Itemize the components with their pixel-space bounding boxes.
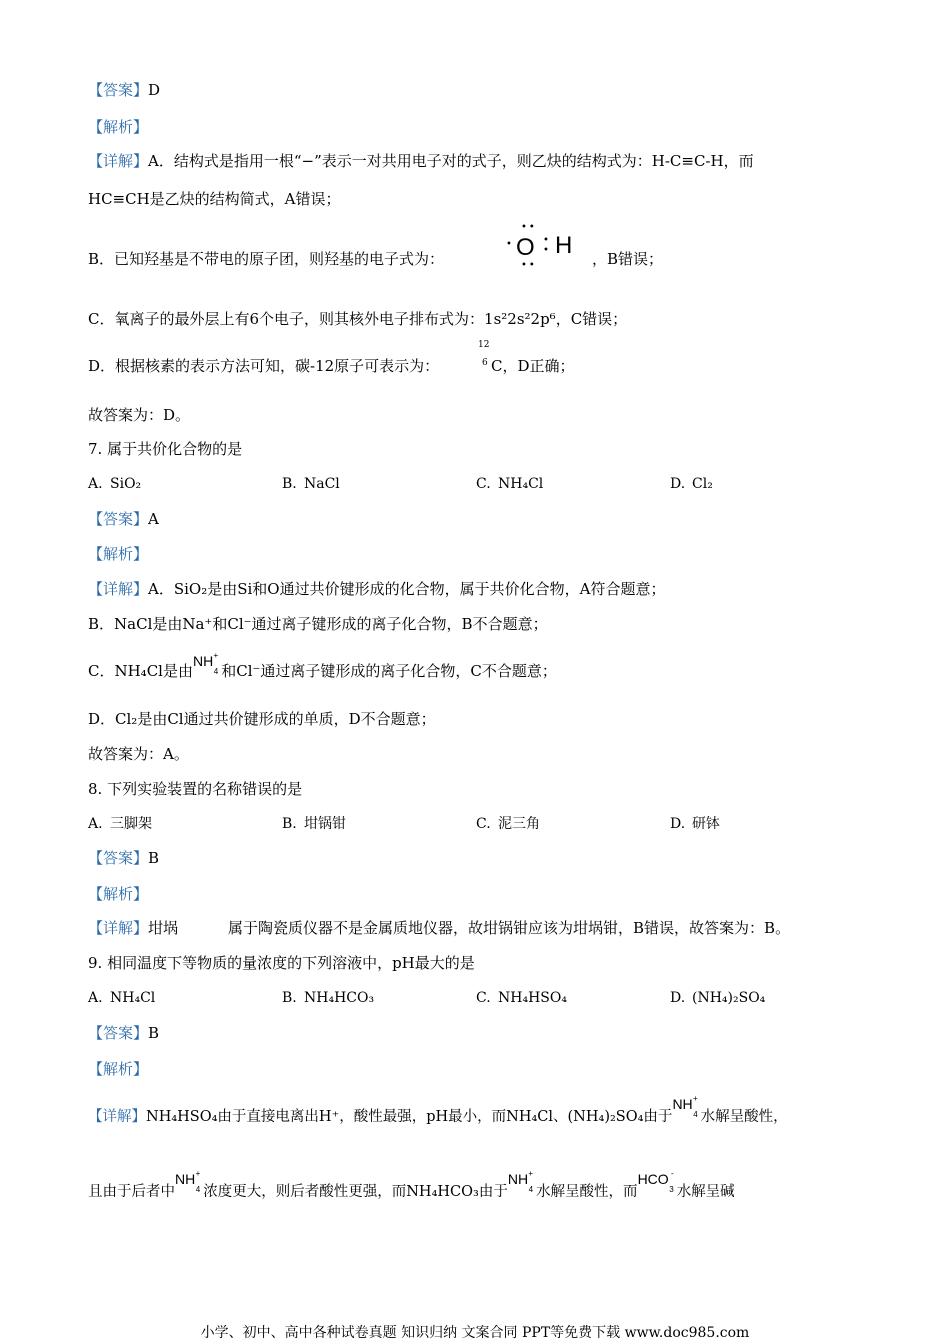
analysis-tag: 【解析】 [88, 1060, 149, 1078]
ammonium-ion [175, 1169, 201, 1194]
option-label: C. [476, 476, 491, 492]
footer-text[interactable]: 小学、初中、高中各种试卷真题 知识归纳 文案合同 PPT等免费下载 www.doc985.com [200, 1325, 750, 1341]
ion-symbol: NH [672, 1096, 693, 1112]
detail-tag: 【详解】 [88, 919, 149, 937]
answer-tag: 【答案】 [88, 510, 149, 528]
detail-text: D．根据核素的表示方法可知，碳-12原子可表示为： [88, 357, 440, 375]
shared-pair-dots: • • [543, 235, 549, 256]
detail-line [88, 918, 790, 938]
conclusion: 故答案为：A。 [88, 745, 189, 763]
detail-text: ，C错误； [555, 310, 628, 328]
answer-tag: 【答案】 [88, 1024, 149, 1042]
detail-line [491, 356, 575, 376]
option-c [476, 814, 540, 834]
answer-line [88, 509, 159, 529]
answer-line [88, 1023, 159, 1043]
ion-charge: + [528, 1169, 534, 1178]
option-a [88, 988, 155, 1008]
electron-configuration: 1s²2s²2p⁶ [484, 310, 556, 328]
detail-text: 且由于后者中 [88, 1184, 175, 1200]
detail-line: D．Cl₂是由Cl通过共价键形成的单质，D不合题意； [88, 710, 436, 728]
option-text: 泥三角 [498, 816, 540, 832]
option-a [88, 814, 152, 834]
conclusion: 故答案为：D。 [88, 406, 191, 424]
electron-dot-left: • [506, 239, 512, 250]
answer-tag: 【答案】 [88, 849, 149, 867]
page-footer [0, 1322, 950, 1342]
ion-symbol: NH [507, 1171, 529, 1187]
option-text: Cl₂ [692, 476, 713, 492]
detail-text: ，D正确； [502, 357, 575, 375]
electron-dots-bottom: •• [521, 260, 537, 271]
detail-tag: 【详解】 [88, 580, 149, 598]
ion-subscript: 3 [669, 1185, 674, 1194]
option-label: A. [88, 990, 103, 1006]
detail-line [88, 356, 439, 376]
detail-line [88, 249, 444, 269]
option-b [282, 814, 346, 834]
detail-text: C．NH₄Cl是由 [88, 662, 193, 680]
detail-tag: 【详解】 [88, 152, 149, 170]
ion-symbol: NH [175, 1171, 196, 1187]
ion-charge: + [213, 651, 219, 660]
hydroxyl-electron-formula [506, 222, 586, 272]
detail-text: A．结构式是指用一根“−”表示一对共用电子对的式子，则乙炔的结构式为：H-C≡C-H，而 [148, 152, 754, 170]
ammonium-ion [672, 1094, 698, 1119]
question-stem: 9. 相同温度下等物质的量浓度的下列溶液中，pH最大的是 [88, 954, 475, 972]
option-text: NaCl [304, 476, 340, 492]
option-label: B. [282, 476, 297, 492]
option-d [670, 474, 713, 494]
detail-line [88, 151, 754, 171]
option-label: C. [476, 816, 491, 832]
ion-subscript: 4 [528, 1185, 534, 1194]
option-label: D. [670, 990, 686, 1006]
answer-value: A [148, 510, 159, 528]
option-label: C. [476, 990, 491, 1006]
option-label: D. [670, 476, 686, 492]
detail-text: A．SiO₂是由Si和O通过共价键形成的化合物，属于共价化合物，A符合题意； [148, 580, 666, 598]
detail-line [88, 1169, 735, 1202]
detail-text: ，B错误； [592, 250, 664, 268]
ion-charge: + [195, 1169, 201, 1178]
option-text: 坩锅钳 [304, 816, 346, 832]
ion-charge: + [693, 1094, 698, 1103]
option-text: 研钵 [692, 816, 720, 832]
element-symbol: C [491, 357, 503, 375]
answer-line [88, 848, 159, 868]
detail-text: 水解呈碱 [676, 1184, 735, 1200]
atomic-number: 6 [482, 358, 488, 368]
ion-subscript: 4 [195, 1185, 201, 1194]
electron-dots-top: •• [521, 222, 537, 233]
ion-symbol: NH [192, 653, 214, 669]
detail-text: C．氧离子的最外层上有6个电子，则其核外电子排布式为： [88, 310, 485, 328]
option-text: NH₄HCO₃ [304, 990, 375, 1006]
ion-subscript: 4 [693, 1110, 698, 1119]
option-d [670, 814, 720, 834]
option-a [88, 474, 141, 494]
analysis-tag: 【解析】 [88, 118, 149, 136]
detail-tag: 【详解】 [88, 1109, 146, 1125]
question-stem: 7. 属于共价化合物的是 [88, 440, 243, 458]
detail-text: 浓度更大，则后者酸性更强，而NH₄HCO₃由于 [203, 1184, 508, 1200]
mass-number: 12 [478, 340, 490, 350]
ammonium-ion [507, 1169, 534, 1194]
bicarbonate-ion [637, 1169, 674, 1194]
detail-text: NH₄HSO₄由于直接电离出H⁺，酸性最强，pH最小，而NH₄Cl、(NH₄)₂SO₄由于 [146, 1109, 673, 1125]
answer-value: B [148, 849, 160, 867]
detail-line [88, 579, 665, 599]
ammonium-ion [192, 651, 219, 676]
option-text: NH₄HSO₄ [498, 990, 567, 1006]
option-label: A. [88, 816, 103, 832]
hydrogen-symbol: H [555, 232, 573, 259]
option-label: B. [282, 816, 297, 832]
detail-text: 和Cl⁻通过离子键形成的离子化合物，C不合题意； [221, 662, 557, 680]
analysis-tag: 【解析】 [88, 545, 149, 563]
detail-text: 水解呈酸性， [700, 1109, 788, 1125]
answer-line [88, 80, 160, 100]
option-c [476, 988, 567, 1008]
ion-charge: - [671, 1169, 674, 1178]
option-c [476, 474, 543, 494]
answer-value: B [148, 1024, 160, 1042]
detail-line [88, 1094, 788, 1127]
detail-line [88, 651, 557, 681]
answer-tag: 【答案】 [88, 81, 149, 99]
option-label: B. [282, 990, 297, 1006]
option-label: A. [88, 476, 103, 492]
detail-text: 水解呈酸性，而 [536, 1184, 638, 1200]
detail-text: 属于陶瓷质仪器不是金属质地仪器，故坩锅钳应该为坩埚钳，B错误，故答案为：B。 [228, 919, 791, 937]
question-stem: 8. 下列实验装置的名称错误的是 [88, 780, 303, 798]
detail-line: HC≡CH是乙炔的结构简式，A错误； [88, 190, 341, 208]
option-b [282, 474, 340, 494]
detail-text: B．已知羟基是不带电的原子团，则羟基的电子式为： [88, 250, 445, 268]
option-text: 三脚架 [110, 816, 152, 832]
option-text: NH₄Cl [498, 476, 544, 492]
option-text: NH₄Cl [110, 990, 156, 1006]
analysis-tag: 【解析】 [88, 885, 149, 903]
option-text: SiO₂ [110, 476, 142, 492]
option-d [670, 988, 765, 1008]
ion-symbol: HCO [637, 1171, 669, 1187]
option-label: D. [670, 816, 686, 832]
detail-text: 坩埚 [148, 919, 179, 937]
answer-value: D [148, 81, 161, 99]
ion-subscript: 4 [213, 667, 219, 676]
detail-line [88, 309, 627, 329]
oxygen-symbol: O [516, 234, 535, 261]
detail-line: B．NaCl是由Na⁺和Cl⁻通过离子键形成的离子化合物，B不合题意； [88, 615, 548, 633]
option-text: (NH₄)₂SO₄ [692, 990, 766, 1006]
option-b [282, 988, 374, 1008]
